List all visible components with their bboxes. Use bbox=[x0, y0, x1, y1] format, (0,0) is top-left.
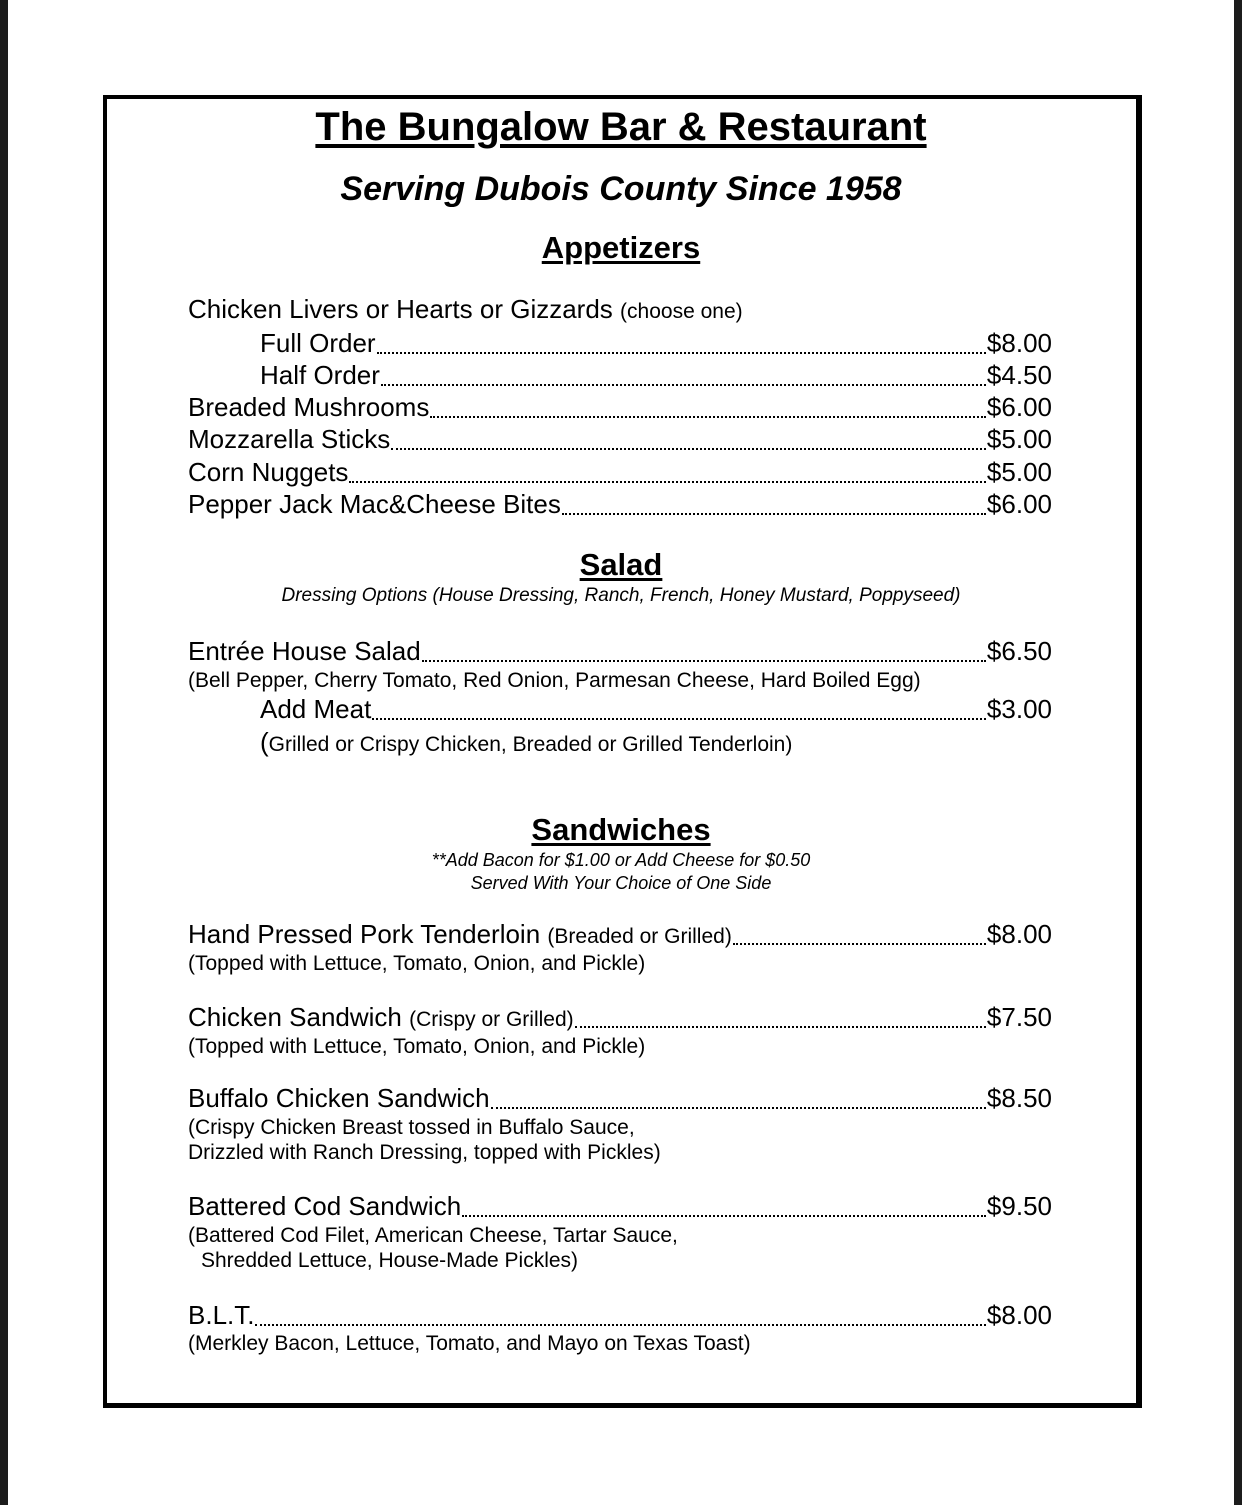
item-price: $8.50 bbox=[986, 1083, 1052, 1113]
item-price: $6.00 bbox=[986, 489, 1052, 519]
item-name: Hand Pressed Pork Tenderloin bbox=[188, 919, 541, 949]
item-price: $3.00 bbox=[986, 694, 1052, 724]
menu-item-buffalo-chicken bbox=[188, 1082, 1052, 1114]
item-name: Pepper Jack Mac&Cheese Bites bbox=[188, 489, 561, 519]
item-name: Full Order bbox=[260, 328, 376, 358]
item-name-wrap bbox=[188, 1001, 574, 1036]
salad-heading: Salad bbox=[579, 547, 663, 582]
item-price: $7.50 bbox=[986, 1002, 1052, 1032]
right-edge-bar bbox=[1234, 0, 1242, 1505]
item-name: Mozzarella Sticks bbox=[188, 424, 391, 454]
dot-leader bbox=[491, 1107, 986, 1109]
item-name: Breaded Mushrooms bbox=[188, 392, 430, 422]
item-price: $9.50 bbox=[986, 1191, 1052, 1221]
dot-leader bbox=[462, 1215, 986, 1217]
item-description: (Merkley Bacon, Lettuce, Tomato, and Mayo on Texas Toast) bbox=[188, 1332, 751, 1355]
item-name: Buffalo Chicken Sandwich bbox=[188, 1083, 490, 1113]
appetizer-group-label bbox=[188, 294, 743, 325]
dot-leader bbox=[562, 513, 986, 515]
menu-item-blt bbox=[188, 1299, 1052, 1331]
item-name-wrap bbox=[188, 918, 732, 953]
item-description: (Topped with Lettuce, Tomato, Onion, and Pickle) bbox=[188, 1035, 646, 1058]
item-price: $8.00 bbox=[986, 1300, 1052, 1330]
sandwiches-heading: Sandwiches bbox=[531, 812, 711, 847]
dot-leader bbox=[372, 718, 986, 720]
item-description: (Crispy Chicken Breast tossed in Buffalo Sauce, bbox=[188, 1116, 635, 1139]
item-description: (Battered Cod Filet, American Cheese, Tartar Sauce, bbox=[188, 1224, 678, 1247]
item-price: $4.50 bbox=[986, 360, 1052, 390]
item-price: $5.00 bbox=[986, 424, 1052, 454]
item-description: (Topped with Lettuce, Tomato, Onion, and Pickle) bbox=[188, 952, 646, 975]
appetizer-group-name: Chicken Livers or Hearts or Gizzards bbox=[188, 294, 613, 324]
dot-leader bbox=[430, 416, 986, 418]
item-option: (Crispy or Grilled) bbox=[409, 1008, 574, 1031]
dot-leader bbox=[377, 352, 986, 354]
menu-item-breaded-mushrooms bbox=[188, 391, 1052, 423]
item-description-2: Drizzled with Ranch Dressing, topped with Pickles) bbox=[188, 1141, 661, 1164]
item-name: B.L.T. bbox=[188, 1300, 255, 1330]
dot-leader bbox=[255, 1324, 985, 1326]
sandwiches-side-note: Served With Your Choice of One Side bbox=[470, 873, 772, 893]
item-name: Entrée House Salad bbox=[188, 636, 421, 666]
dot-leader bbox=[349, 481, 986, 483]
salad-dressing-note: Dressing Options (House Dressing, Ranch, French, Honey Mustard, Poppyseed) bbox=[281, 585, 961, 606]
menu-item-mozzarella-sticks bbox=[188, 423, 1052, 455]
menu-item-full-order bbox=[260, 327, 1052, 359]
item-name: Battered Cod Sandwich bbox=[188, 1191, 462, 1221]
item-price: $6.00 bbox=[986, 392, 1052, 422]
item-price: $6.50 bbox=[986, 636, 1052, 666]
item-price: $8.00 bbox=[986, 328, 1052, 358]
item-name: Corn Nuggets bbox=[188, 457, 349, 487]
menu-item-mac-cheese-bites bbox=[188, 488, 1052, 520]
menu-item-half-order bbox=[260, 359, 1052, 391]
menu-item-pork-tenderloin bbox=[188, 918, 1052, 950]
restaurant-title: The Bungalow Bar & Restaurant bbox=[315, 105, 927, 149]
menu-item-battered-cod bbox=[188, 1190, 1052, 1222]
item-name: Chicken Sandwich bbox=[188, 1002, 402, 1032]
dot-leader bbox=[422, 660, 986, 662]
menu-item-add-meat bbox=[260, 693, 1052, 725]
item-price: $5.00 bbox=[986, 457, 1052, 487]
sandwiches-addon-note: **Add Bacon for $1.00 or Add Cheese for $0.50 bbox=[431, 850, 811, 870]
dot-leader bbox=[575, 1026, 986, 1028]
item-name: Add Meat bbox=[260, 694, 372, 724]
appetizers-heading: Appetizers bbox=[541, 230, 701, 265]
item-name: Half Order bbox=[260, 360, 380, 390]
left-edge-bar bbox=[0, 0, 8, 1505]
open-paren: ( bbox=[260, 727, 269, 757]
restaurant-subtitle: Serving Dubois County Since 1958 bbox=[340, 170, 902, 208]
add-meat-description bbox=[260, 727, 793, 757]
appetizer-group-note: (choose one) bbox=[620, 300, 743, 323]
dot-leader bbox=[391, 448, 986, 450]
menu-item-corn-nuggets bbox=[188, 456, 1052, 488]
dot-leader bbox=[733, 943, 986, 945]
menu-item-house-salad bbox=[188, 635, 1052, 667]
item-price: $8.00 bbox=[986, 919, 1052, 949]
item-description: Grilled or Crispy Chicken, Breaded or Grilled Tenderloin) bbox=[268, 733, 793, 756]
item-option: (Breaded or Grilled) bbox=[547, 925, 732, 948]
item-description-2: Shredded Lettuce, House-Made Pickles) bbox=[201, 1249, 579, 1272]
item-description: (Bell Pepper, Cherry Tomato, Red Onion, Parmesan Cheese, Hard Boiled Egg) bbox=[188, 669, 921, 692]
menu-item-chicken-sandwich bbox=[188, 1001, 1052, 1033]
dot-leader bbox=[381, 384, 986, 386]
